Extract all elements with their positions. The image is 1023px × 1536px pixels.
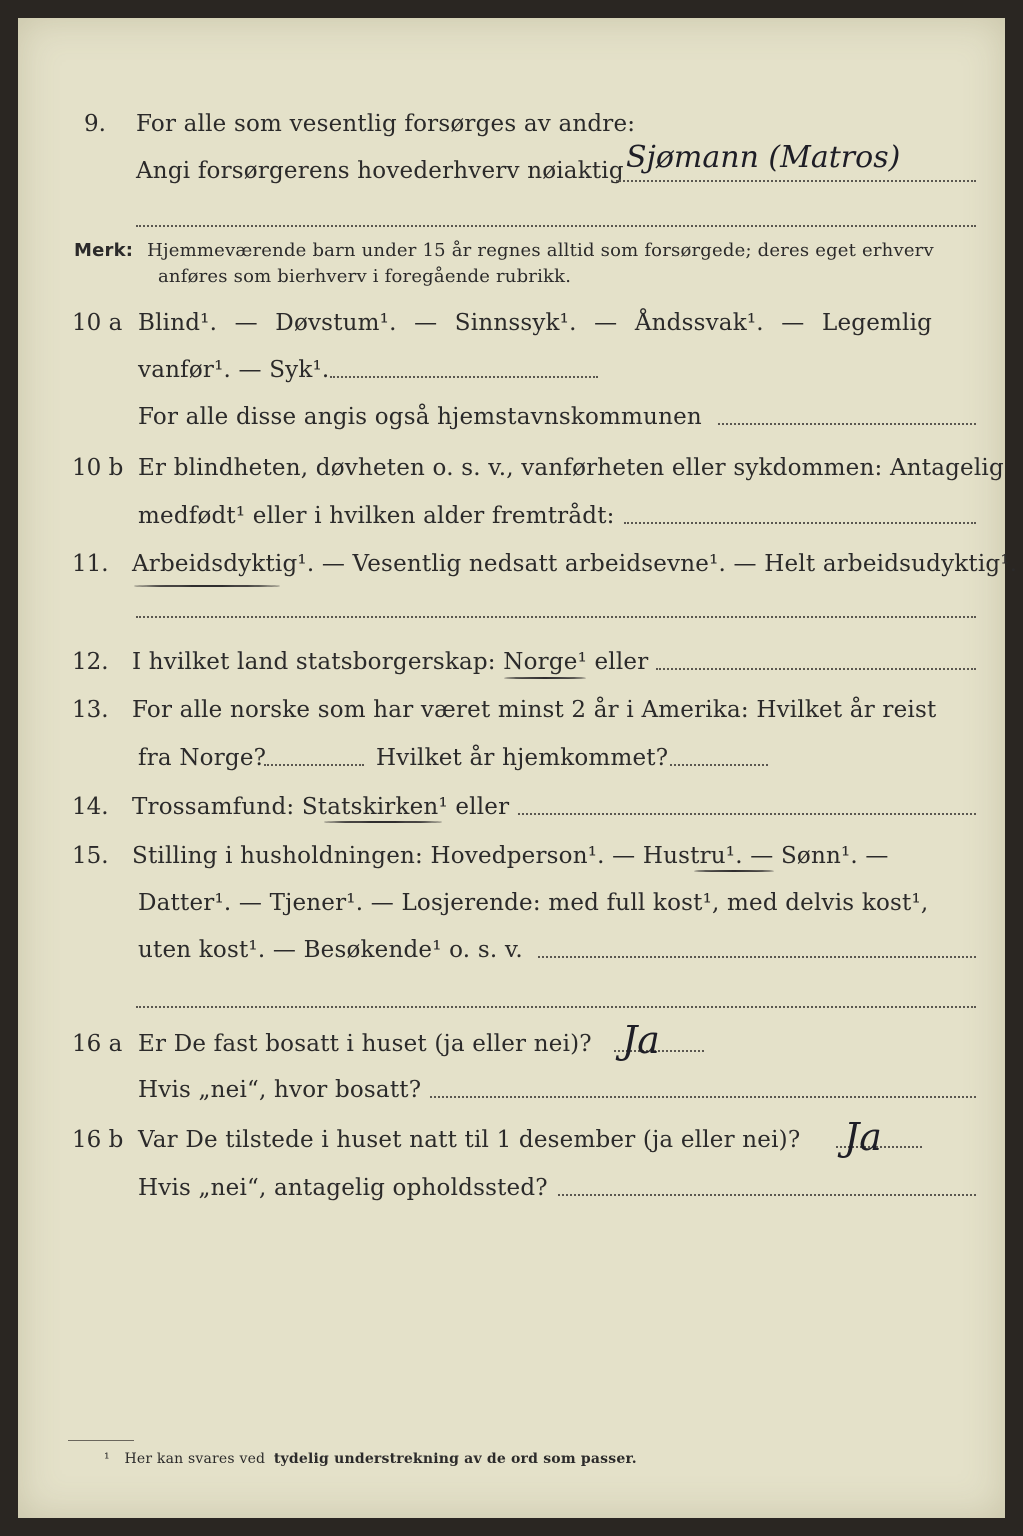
footnote-bold-text: tydelig understrekning av de ord som passer.	[273, 1451, 637, 1467]
merk-line1	[74, 239, 934, 263]
q10b-dotted-line	[624, 522, 976, 524]
q10b-number: 10 b	[72, 455, 124, 481]
q12-line1: I hvilket land statsborgerskap: Norge¹ eller	[132, 649, 649, 675]
q15-line3: uten kost¹. — Besøkende¹ o. s. v.	[138, 937, 523, 963]
q15-number: 15.	[72, 843, 109, 869]
q11-line1: Arbeidsdyktig¹. — Vesentlig nedsatt arbeidsevne¹. — Helt arbeidsudyktig¹.	[132, 551, 1018, 577]
q16b-line2: Hvis „nei“, antagelig opholdssted?	[138, 1175, 548, 1201]
q16a-line2: Hvis „nei“, hvor bosatt?	[138, 1077, 422, 1103]
q15-hustru-underline	[694, 870, 774, 872]
merk-line2: anføres som bierhverv i foregående rubrikk.	[158, 266, 572, 287]
merk-text1: Hjemmeværende barn under 15 år regnes alltid som forsørgede; deres eget erhverv	[147, 240, 934, 261]
q10a-hjemstavn-dotted-line	[718, 423, 976, 425]
q16b-opholdssted-dotted-line	[558, 1194, 976, 1196]
q11-dotted-line	[136, 616, 976, 618]
q13-line2a: fra Norge?	[138, 745, 267, 771]
q15-dotted-line	[538, 956, 976, 958]
q12-number: 12.	[72, 649, 109, 675]
q10b-line2: medfødt¹ eller i hvilken alder fremtrådt:	[138, 503, 615, 529]
q11-arbeidsdyktig-underline	[134, 585, 280, 587]
q11-number: 11.	[72, 551, 109, 577]
q13-number: 13.	[72, 697, 109, 723]
q14-statskirken-underline	[324, 821, 442, 823]
q10a-line3: For alle disse angis også hjemstavnskommunen	[138, 404, 702, 430]
q10a-line1: Blind¹. — Døvstum¹. — Sinnssyk¹. — Åndssvak¹. — Legemlig	[138, 310, 933, 336]
footnote	[104, 1450, 637, 1468]
q10a-syk-dotted-line	[330, 376, 598, 378]
q12-dotted-line	[656, 668, 976, 670]
q16b-handwritten-answer: Ja	[844, 1115, 882, 1159]
footnote-mark: ¹	[104, 1451, 110, 1467]
q9-line2: Angi forsørgerens hovederhverv nøiaktig	[136, 158, 624, 184]
footnote-plain-text: Her kan svares ved	[124, 1451, 266, 1467]
q9-answer-dotted-line	[616, 180, 976, 182]
q13-hjemkommet-dotted-line	[670, 764, 768, 766]
q13-line2b: Hvilket år hjemkommet?	[376, 745, 669, 771]
q13-line1: For alle norske som har været minst 2 år i Amerika: Hvilket år reist	[132, 697, 937, 723]
q10a-number: 10 a	[72, 310, 123, 336]
q16a-bosatt-dotted-line	[430, 1096, 976, 1098]
q13-reist-dotted-line	[264, 764, 364, 766]
q15-extra-dotted-line	[136, 1006, 976, 1008]
q16a-number: 16 a	[72, 1031, 123, 1057]
census-form-page	[18, 18, 1018, 1518]
q14-dotted-line	[518, 813, 976, 815]
q10a-line2: vanfør¹. — Syk¹.	[138, 357, 330, 383]
q16a-line1: Er De fast bosatt i huset (ja eller nei)?	[138, 1031, 592, 1057]
q16b-line1: Var De tilstede i huset natt til 1 desember (ja eller nei)?	[138, 1127, 801, 1153]
q14-line1: Trossamfund: Statskirken¹ eller	[132, 794, 510, 820]
q9-extra-dotted-line	[136, 225, 976, 227]
footnote-rule	[68, 1440, 134, 1441]
q16b-number: 16 b	[72, 1127, 124, 1153]
merk-label: Merk:	[74, 240, 134, 261]
q9-handwritten-answer: Sjømann (Matros)	[626, 140, 901, 175]
q16a-handwritten-answer: Ja	[622, 1018, 660, 1062]
q10b-line1: Er blindheten, døvheten o. s. v., vanførheten eller sykdommen: Antagelig	[138, 455, 1004, 481]
q15-line2: Datter¹. — Tjener¹. — Losjerende: med full kost¹, med delvis kost¹,	[138, 890, 929, 916]
q9-number: 9.	[84, 111, 106, 137]
q14-number: 14.	[72, 794, 109, 820]
q9-line1: For alle som vesentlig forsørges av andre:	[136, 111, 636, 137]
q12-norge-underline	[504, 677, 586, 679]
q15-line1: Stilling i husholdningen: Hovedperson¹. — Hustru¹. — Sønn¹. —	[132, 843, 889, 869]
